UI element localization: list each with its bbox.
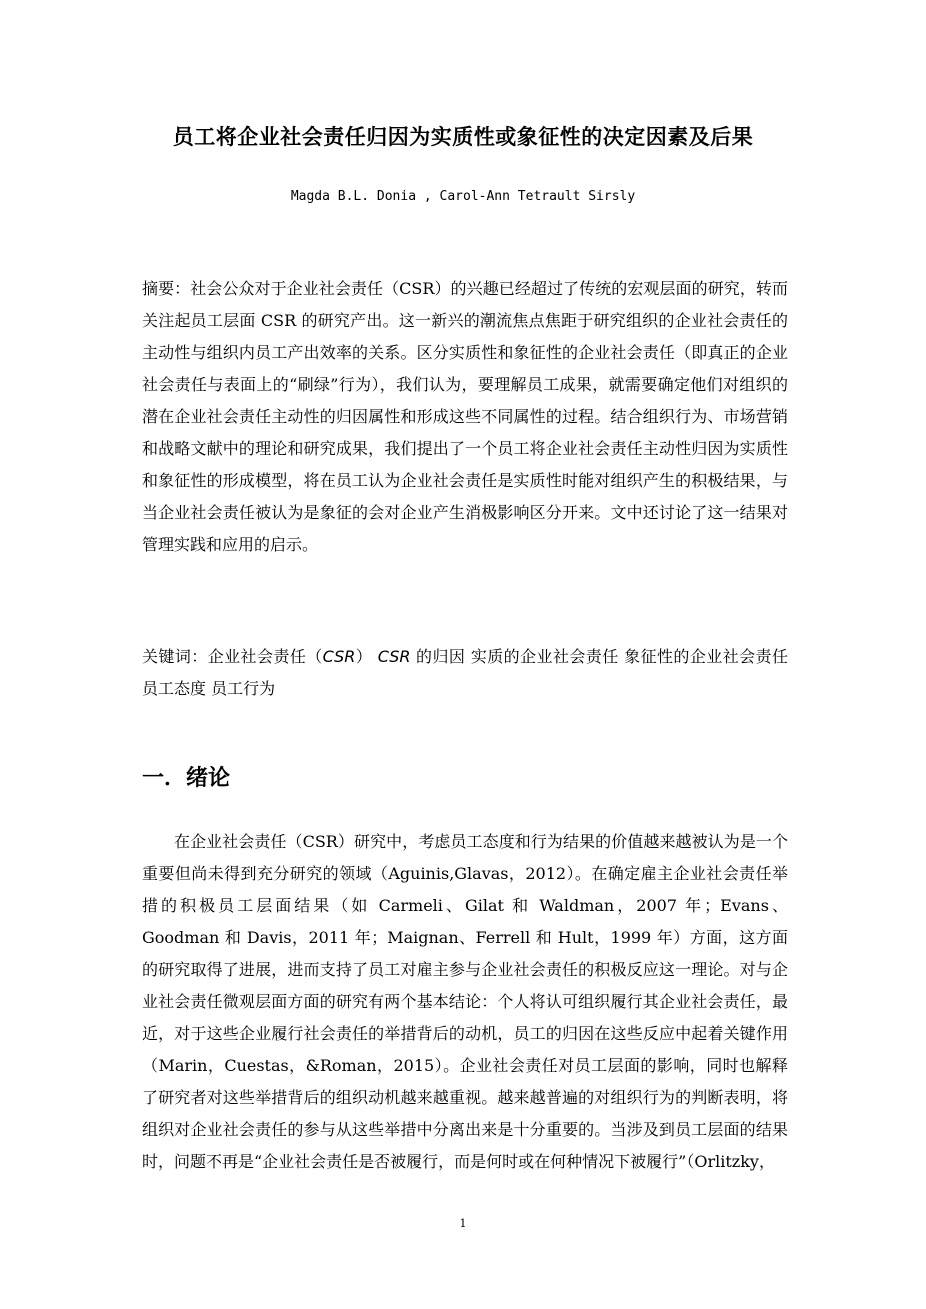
keywords-paragraph bbox=[142, 641, 788, 705]
keywords-rest: 的归因 实质的企业社会责任 象征性的企业社会责任 员工态度 员工行为 bbox=[142, 647, 788, 698]
page-number: 1 bbox=[459, 1217, 467, 1230]
keywords-label: 关键词：企业社会责任（ bbox=[142, 647, 323, 666]
paper-title: 员工将企业社会责任归因为实质性或象征性的决定因素及后果 bbox=[172, 125, 754, 149]
keyword-csr-attribution: CSR bbox=[377, 647, 411, 666]
introduction-paragraph: 在企业社会责任（CSR）研究中，考虑员工态度和行为结果的价值越来越被认为是一个重要但尚未得到充分研究的领域（Aguinis,Glavas，2012）。在确定雇主企业社会责任举措的积极员工层面结果（如 Carmeli、Gilat 和 Waldman，2007 年；Evans、Goodman 和 Davis，2011 年；Maignan、Ferrell 和 Hult，1999 年）方面，这方面的研究取得了进展，进而支持了员工对雇主参与企业社会责任的积极反应这一理论。对与企业社会责任微观层面方面的研究有两个基本结论：个人将认可组织履行其企业社会责任，最近，对于这些企业履行社会责任的举措背后的动机，员工的归因在这些反应中起着关键作用（Marin，Cuestas，&Roman，2015）。企业社会责任对员工层面的影响，同时也解释了研究者对这些举措背后的组织动机越来越重视。越来越普遍的对组织行为的判断表明，将组织对企业社会责任的参与从这些举措中分离出来是十分重要的。当涉及到员工层面的结果时，问题不再是“企业社会责任是否被履行，而是何时或在何种情况下被履行”（Orlitzky， bbox=[142, 832, 788, 1171]
author-line: Magda B.L. Donia , Carol-Ann Tetrault Sirsly bbox=[290, 189, 636, 204]
section-heading: 一．绪论 bbox=[142, 766, 231, 791]
keywords-separator: ） bbox=[355, 647, 373, 666]
keyword-csr: CSR bbox=[322, 647, 356, 666]
abstract-paragraph: 摘要：社会公众对于企业社会责任（CSR）的兴趣已经超过了传统的宏观层面的研究，转而关注起员工层面 CSR 的研究产出。这一新兴的潮流焦点焦距于研究组织的企业社会责任的主动性与组织内员工产出效率的关系。区分实质性和象征性的企业社会责任（即真正的企业社会责任与表面上的“刷绿”行为），我们认为，要理解员工成果，就需要确定他们对组织的潜在企业社会责任主动性的归因属性和形成这些不同属性的过程。结合组织行为、市场营销和战略文献中的理论和研究成果，我们提出了一个员工将企业社会责任主动性归因为实质性和象征性的形成模型，将在员工认为企业社会责任是实质性时能对组织产生的积极结果，与当企业社会责任被认为是象征的会对企业产生消极影响区分开来。文中还讨论了这一结果对管理实践和应用的启示。 bbox=[142, 279, 788, 554]
